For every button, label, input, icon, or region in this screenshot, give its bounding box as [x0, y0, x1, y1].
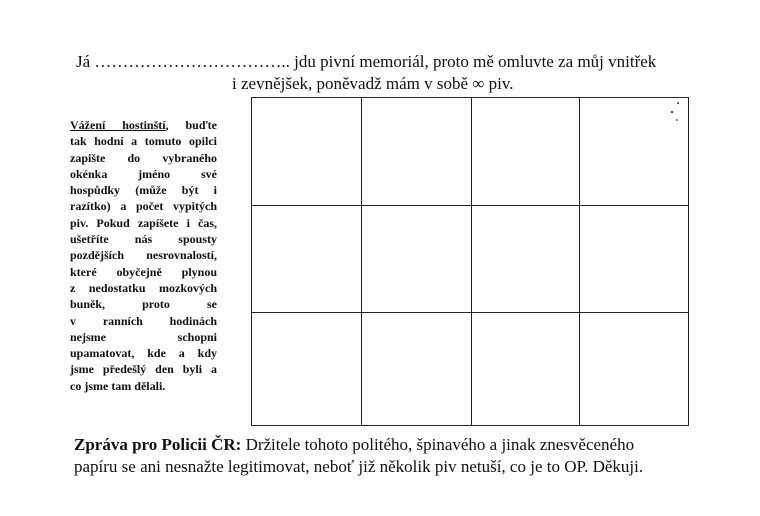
police-message-line-2: papíru se ani nesnažte legitimovat, neboť již několik piv netuší, co je to OP. Děkuji. [74, 457, 644, 476]
instruction-line: nejsme schopni [70, 329, 217, 344]
instruction-line: z nedostatku mozkových [70, 280, 217, 295]
instruction-line: ušetříte nás spousty [70, 232, 217, 247]
grid-cell[interactable] [252, 98, 362, 206]
police-message-line-1-rest: Držitele tohoto politého, špinavého a jinak znesvěceného [241, 435, 635, 454]
grid-cell[interactable] [252, 313, 362, 425]
pub-stamp-grid [251, 97, 689, 426]
police-message-lead: Zpráva pro Policii ČR: [74, 435, 242, 454]
instruction-line: razítko) a počet vypitých [70, 199, 217, 214]
grid-cell[interactable] [362, 206, 472, 313]
header-line-1-rest: jdu pivní memoriál, proto mě omluvte za můj vnitřek [294, 52, 657, 71]
instruction-line: hospůdky (může být i [70, 183, 217, 198]
grid-cell[interactable] [252, 206, 362, 313]
instruction-line: piv. Pokud zapíšete i čas, [70, 215, 217, 230]
instruction-line: tak hodní a tomuto opilci [70, 134, 217, 149]
header-line-2: i zevnějšek, poněvadž mám v sobě ∞ piv. [232, 74, 514, 93]
instruction-line: zapište do vybraného [70, 150, 217, 165]
header-prefix: Já [76, 52, 91, 71]
grid-cell[interactable] [362, 98, 472, 206]
grid-cell[interactable] [580, 206, 688, 313]
police-message [74, 434, 694, 478]
instructions-for-innkeepers [70, 117, 217, 394]
instruction-line: okénka jméno své [70, 166, 217, 181]
instruction-line: jsme předešlý den byli a [70, 362, 217, 377]
police-message-line-1 [74, 434, 694, 456]
instruction-line: které obyčejně plynou [70, 264, 217, 279]
instruction-line: upamatovat, kde a kdy [70, 346, 217, 361]
instruction-line: v ranních hodinách [70, 313, 217, 328]
instruction-line: pozdějších nesrovnalostí, [70, 248, 217, 263]
grid-cell[interactable] [472, 206, 580, 313]
grid-cell[interactable] [472, 98, 580, 206]
ink-specks [668, 100, 682, 124]
grid-cell[interactable] [472, 313, 580, 425]
grid-cell[interactable] [580, 313, 688, 425]
name-blank: …………………………….. [94, 52, 290, 71]
instruction-line: Vážení hostinští, buďte [70, 118, 217, 132]
instruction-line: buněk, proto se [70, 297, 217, 312]
header-line-1 [76, 52, 656, 72]
grid-cell[interactable] [362, 313, 472, 425]
instruction-line: co jsme tam dělali. [70, 378, 166, 393]
salutation: Vážení hostinští [70, 118, 166, 132]
